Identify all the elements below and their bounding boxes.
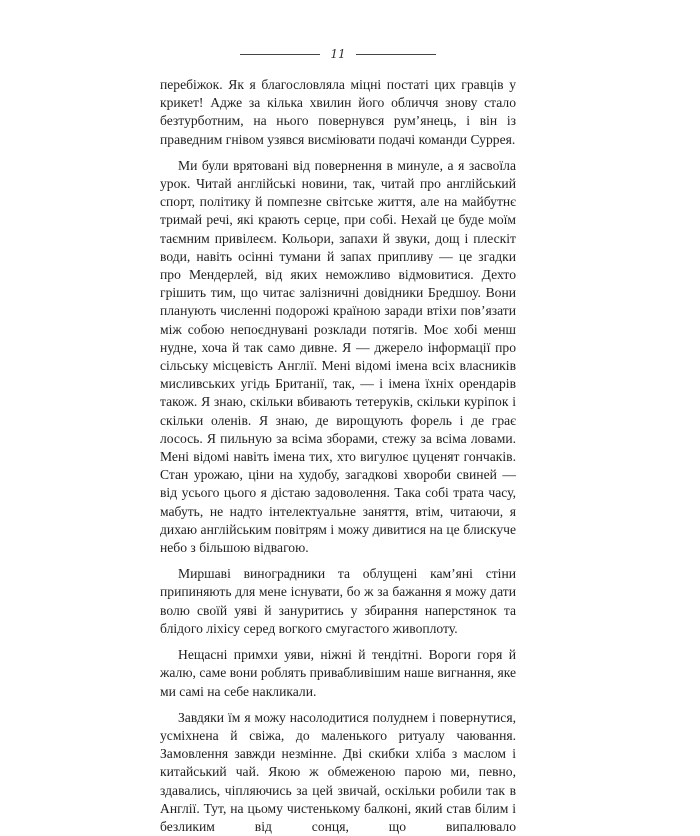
- paragraph: Нещасні примхи уяви, ніжні й тендітні. Вороги горя й жалю, саме вони роблять привабливішим наше вигнання, яке ми самі на себе накликали.: [160, 647, 516, 699]
- body-text: [160, 76, 516, 836]
- paragraph: перебіжок. Як я благословляла міцні постаті цих гравців у крикет! Адже за кілька хвилин його обличчя знову стало безтурботним, на нього повернувся рум’янець, і він із праведним гнівом узявся висміювати подачі команди Суррея.: [160, 77, 516, 147]
- header-rule-left: [240, 54, 320, 55]
- header-rule-right: [356, 54, 436, 55]
- page-number: 11: [330, 47, 346, 61]
- paragraph: Миршаві виноградники та облущені кам’яні стіни припиняють для мене існувати, бо ж за бажання я можу дати волю своїй уяві й зануритись у збирання наперстянок та блідого ліхісу серед вогкого смугастого живоплоту.: [160, 566, 516, 636]
- paragraph: Завдяки їм я можу насолодитися полуднем і повернутися, усміхнена й свіжа, до маленького ритуалу чаювання. Замовлення завжди незмінне. Дві скибки хліба з маслом і китайський чай. Якою ж обмеженою парою ми, певно, здавались, чіпляючись за цей звичай, оскільки робили так в Англії. Тут, на цьому чистенькому балконі, який став білим і безликим від сонця, що випалювало: [160, 709, 516, 834]
- paragraph: Ми були врятовані від повернення в минуле, а я засвоїла урок. Читай англійські новини, так, читай про англійський спорт, політику й помпезне світське життя, але на майбутнє тримай речі, які крають серце, при собі. Нехай це буде моїм таємним привілеєм. Кольори, запахи й звуки, дощ і плескіт води, навіть осінні тумани й запах припливу — це згадки про Мендерлей, від яких неможливо відмовитися. Дехто грішить тим, що читає залізничні довідники Бредшоу. Вони планують численні подорожі країною заради втіхи пов’язати між собою непоєднувані розклади потягів. Моє хобі менш нудне, хоча й так само дивне. Я — джерело інформації про сільську місцевість Англії. Мені відомі імена всіх власників мисливських угідь Британії, так, — і імена їхніх орендарів також. Я знаю, скільки вбивають тетеруків, скільки куріпок і скільки оленів. Я знаю, де вирощують форель і де грає лосось. Я пильную за всіма зборами, стежу за всіма ловами. Мені відомі навіть імена тих, хто вигулює цуценят гончаків. Стан урожаю, ціни на худобу, загадкові хвороби свиней — від усього цього я дістаю задоволення. Така собі трата часу, мабуть, не надто інтелектуальне заняття, втім, читаючи, я дихаю англійським повітрям і можу дивитися на це блискуче небо з більшою відвагою.: [160, 157, 516, 556]
- page-header: [240, 44, 436, 64]
